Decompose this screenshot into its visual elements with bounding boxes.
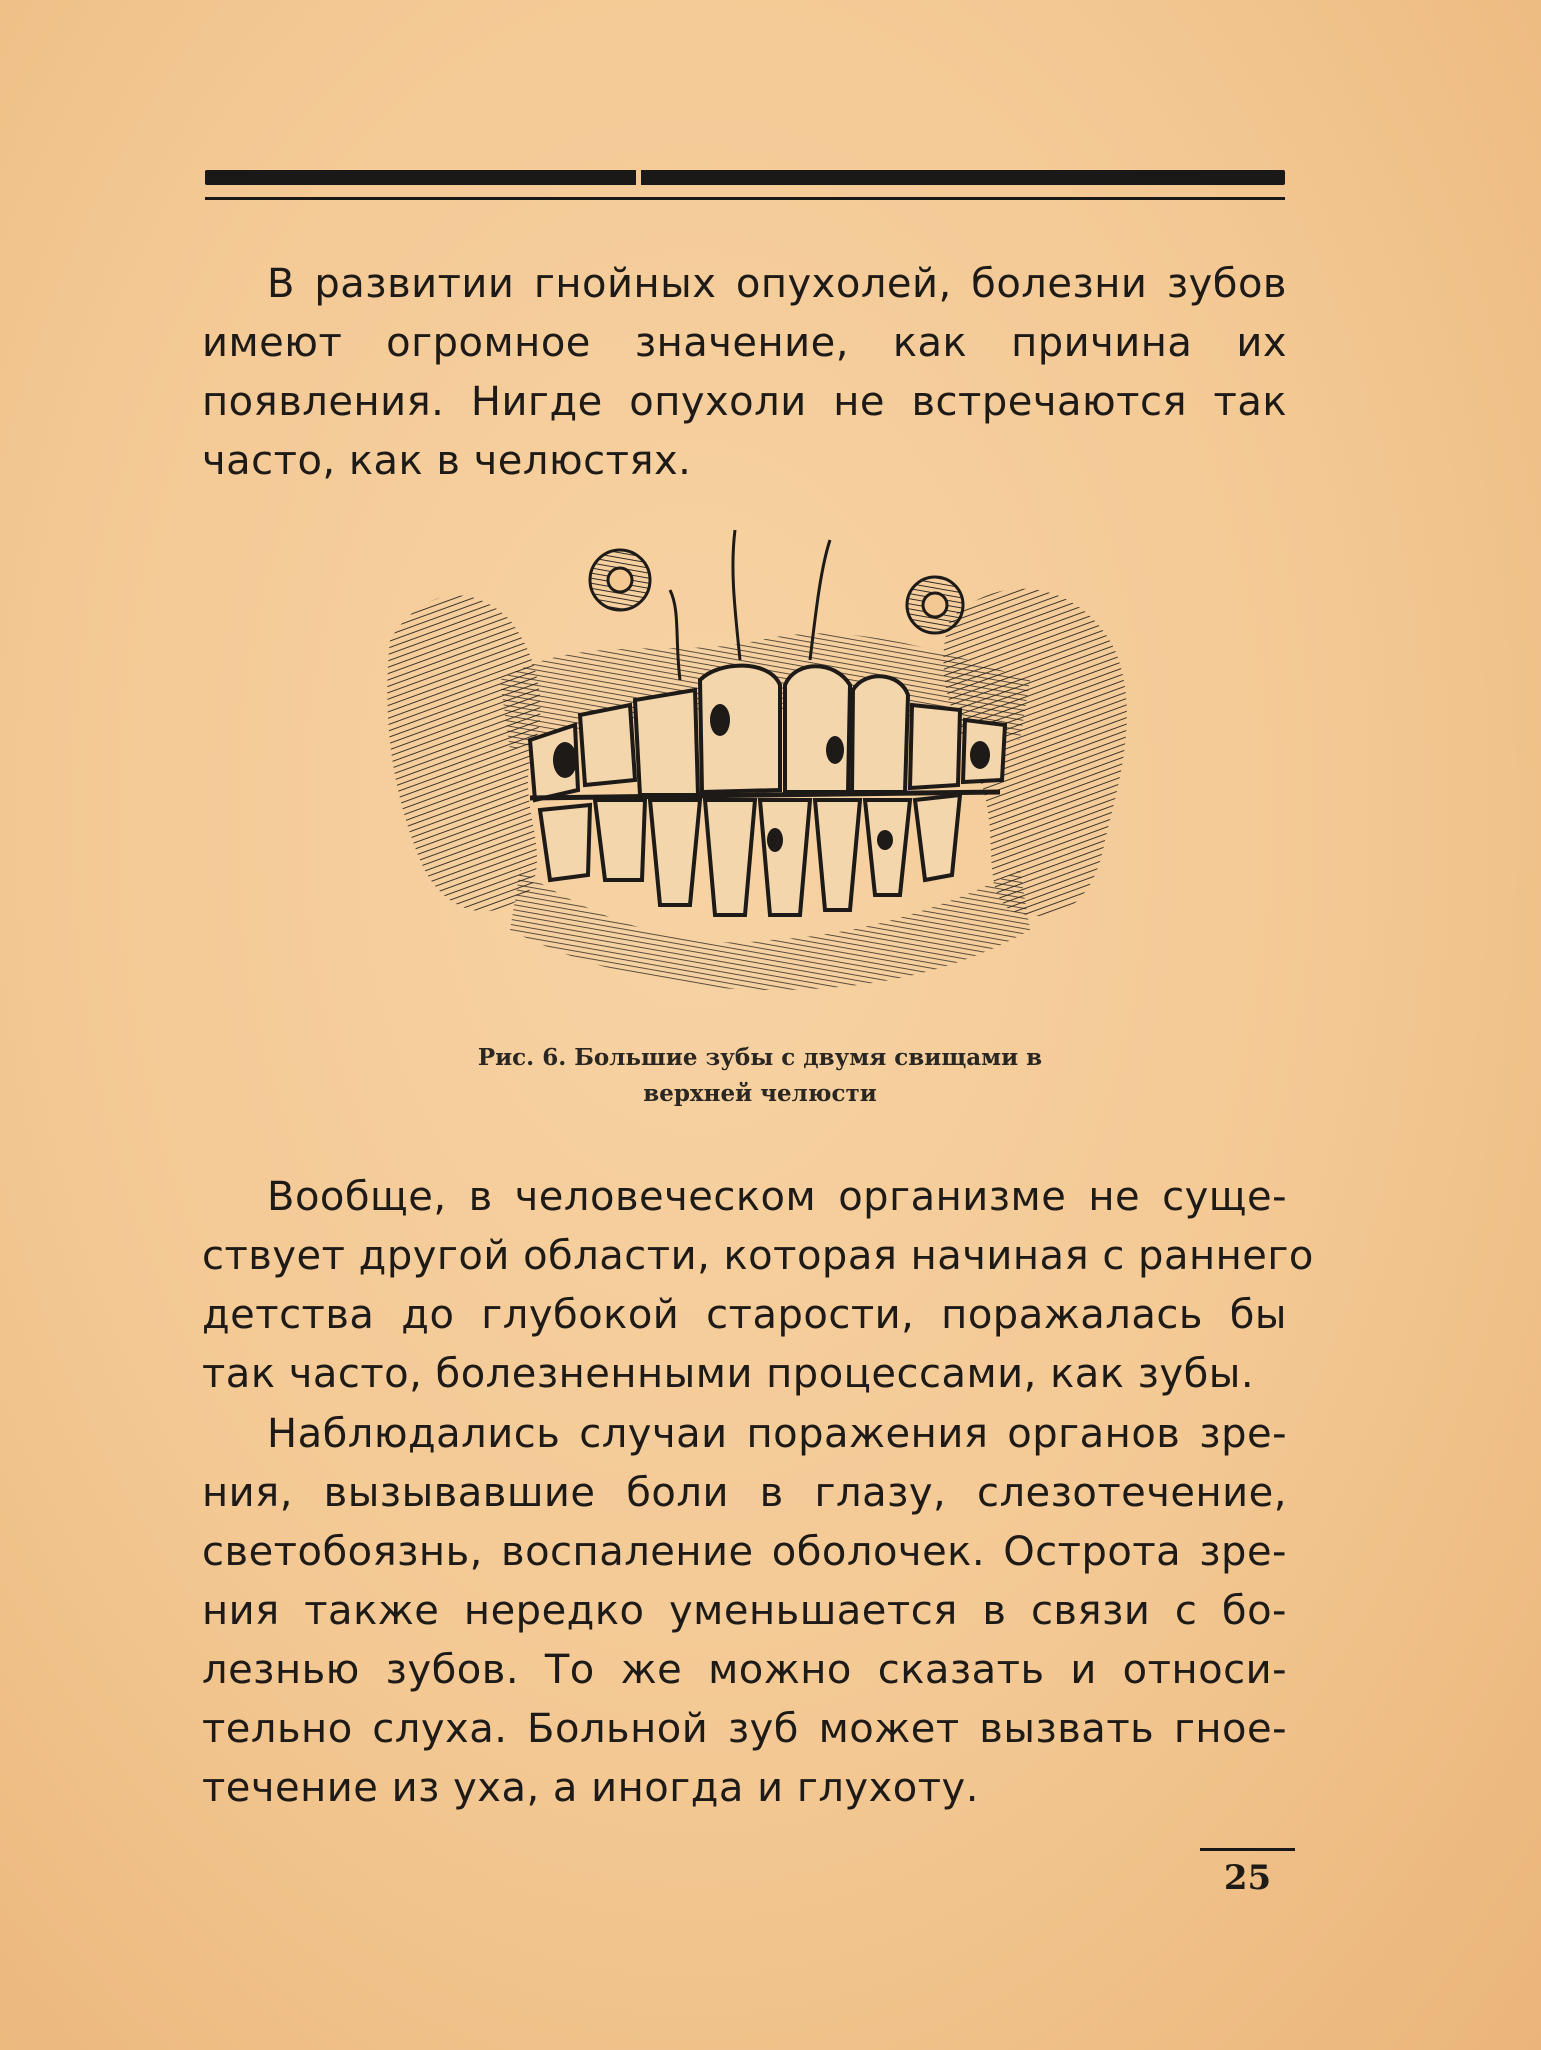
paragraph-3 [202, 1405, 1287, 1818]
paragraph-line: так часто, болезненными процессами, как зубы. [202, 1351, 1255, 1397]
header-rule-thin [205, 197, 1285, 200]
paragraph-line: ствует другой области, которая начиная с раннего [202, 1233, 1314, 1279]
header-rule-gap [636, 168, 641, 188]
paragraph-line: тельно слуха. Больной зуб может вызвать гное- [202, 1706, 1287, 1752]
paragraph-line: появления. Нигде опухоли не встречаются так [202, 379, 1287, 425]
page-number: 25 [1223, 1858, 1272, 1898]
paragraph-line: часто, как в челюстях. [202, 438, 692, 484]
paragraph-line: имеют огромное значение, как причина их [202, 320, 1287, 366]
paragraph-line: течение из уха, а иногда и глухоту. [202, 1765, 979, 1811]
header-rule-thick [205, 170, 1285, 185]
paragraph-2 [202, 1168, 1314, 1404]
caption-line: Рис. 6. Большие зубы с двумя свищами в [477, 1044, 1043, 1071]
paragraph-line: лезнью зубов. То же можно сказать и относи- [202, 1647, 1287, 1693]
paragraph-1 [202, 255, 1287, 491]
teeth-illustration [380, 510, 1140, 1010]
paragraph-line: Наблюдались случаи поражения органов зре- [267, 1411, 1287, 1457]
paragraph-line: ния также нередко уменьшается в связи с бо- [202, 1588, 1287, 1634]
paragraph-line: детства до глубокой старости, поражалась бы [202, 1292, 1287, 1338]
paragraph-line: светобоязнь, воспаление оболочек. Острота зре- [202, 1529, 1287, 1575]
footer-rule [1200, 1848, 1295, 1851]
paragraph-line: ния, вызывавшие боли в глазу, слезотечение, [202, 1470, 1287, 1516]
paragraph-line: В развитии гнойных опухолей, болезни зубов [267, 261, 1287, 307]
figure-caption [330, 1040, 1190, 1112]
teeth-drawing [380, 510, 1140, 1010]
paragraph-line: Вообще, в человеческом организме не суще- [267, 1174, 1287, 1220]
caption-line: верхней челюсти [643, 1080, 877, 1107]
